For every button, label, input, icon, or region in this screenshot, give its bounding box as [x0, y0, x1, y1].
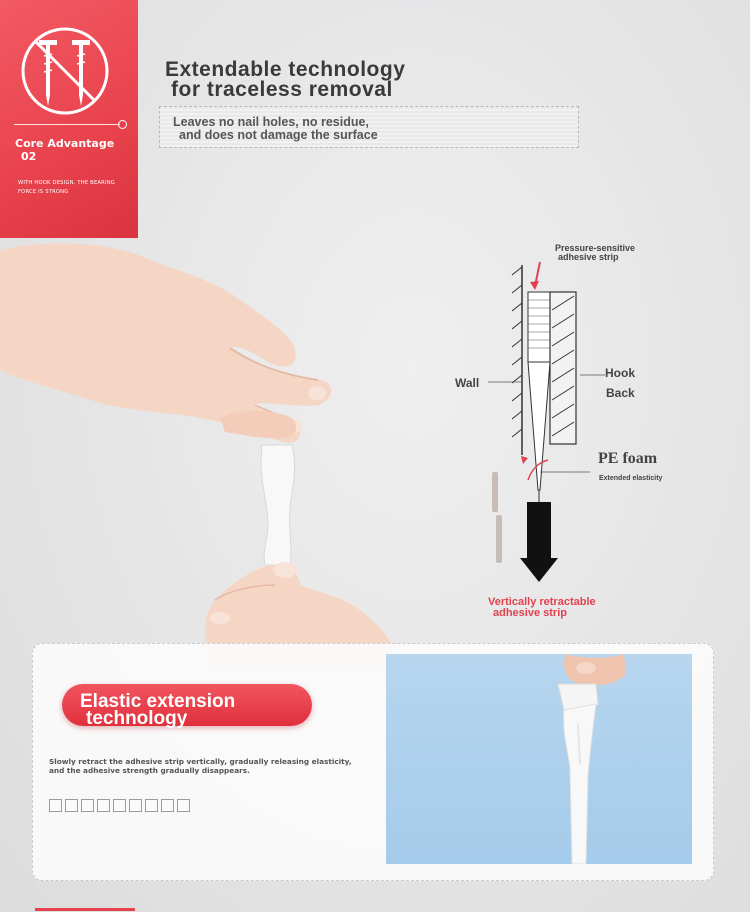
badge-dot	[118, 120, 127, 129]
strip-stretch-photo	[386, 654, 692, 864]
headline-subtext-box	[159, 106, 579, 148]
placeholder-squares	[49, 799, 190, 812]
feature-title-line-1: Elastic extension	[80, 691, 236, 712]
placeholder-square	[145, 799, 158, 812]
hands-peeling-strip-image	[0, 240, 400, 670]
diagram-drawing	[440, 240, 740, 630]
back-label: Back	[606, 386, 635, 400]
retract-label-line-1: Vertically retractable	[488, 596, 596, 608]
hook-label: Hook	[605, 366, 635, 380]
placeholder-square	[113, 799, 126, 812]
badge-title: Core Advantage	[15, 137, 115, 150]
headline-line-1: Extendable technology	[165, 58, 406, 81]
pressure-label-line-2: adhesive strip	[558, 252, 619, 262]
placeholder-square	[49, 799, 62, 812]
placeholder-square	[81, 799, 94, 812]
badge-divider	[14, 124, 120, 125]
retract-label	[488, 597, 596, 619]
wall-label: Wall	[455, 376, 480, 390]
pressure-label-line-1: Pressure-sensitive	[555, 243, 636, 253]
feature-description: Slowly retract the adhesive strip vertically, gradually releasing elasticity, and the adhesive strength gradually disappears.	[49, 757, 352, 775]
strip-diagram	[440, 240, 740, 630]
elasticity-label: Extended elasticity	[599, 475, 663, 482]
pe-foam-label: PE foam	[598, 450, 658, 467]
feature-title	[80, 693, 235, 727]
placeholder-square	[161, 799, 174, 812]
pressure-label	[555, 244, 635, 262]
feature-title-line-2: technology	[86, 708, 188, 729]
headline-subtext	[173, 116, 378, 142]
no-nail-icon	[17, 26, 113, 116]
placeholder-square	[97, 799, 110, 812]
placeholder-square	[177, 799, 190, 812]
headline	[165, 60, 405, 100]
retract-label-line-2: adhesive strip	[493, 607, 567, 619]
badge-subtitle: WITH HOOK DESIGN, THE BEARING FORCE IS STRONG	[18, 180, 116, 195]
subtext-line-2: and does not damage the surface	[179, 128, 378, 142]
subtext-line-1: Leaves no nail holes, no residue,	[173, 115, 369, 129]
placeholder-square	[65, 799, 78, 812]
core-advantage-badge	[0, 0, 138, 238]
photo-drawing	[386, 654, 692, 864]
placeholder-square	[129, 799, 142, 812]
feature-title-pill	[62, 684, 312, 729]
badge-number: 02	[21, 150, 37, 163]
bottom-accent-line	[35, 908, 135, 911]
headline-line-2: for traceless removal	[171, 78, 393, 101]
